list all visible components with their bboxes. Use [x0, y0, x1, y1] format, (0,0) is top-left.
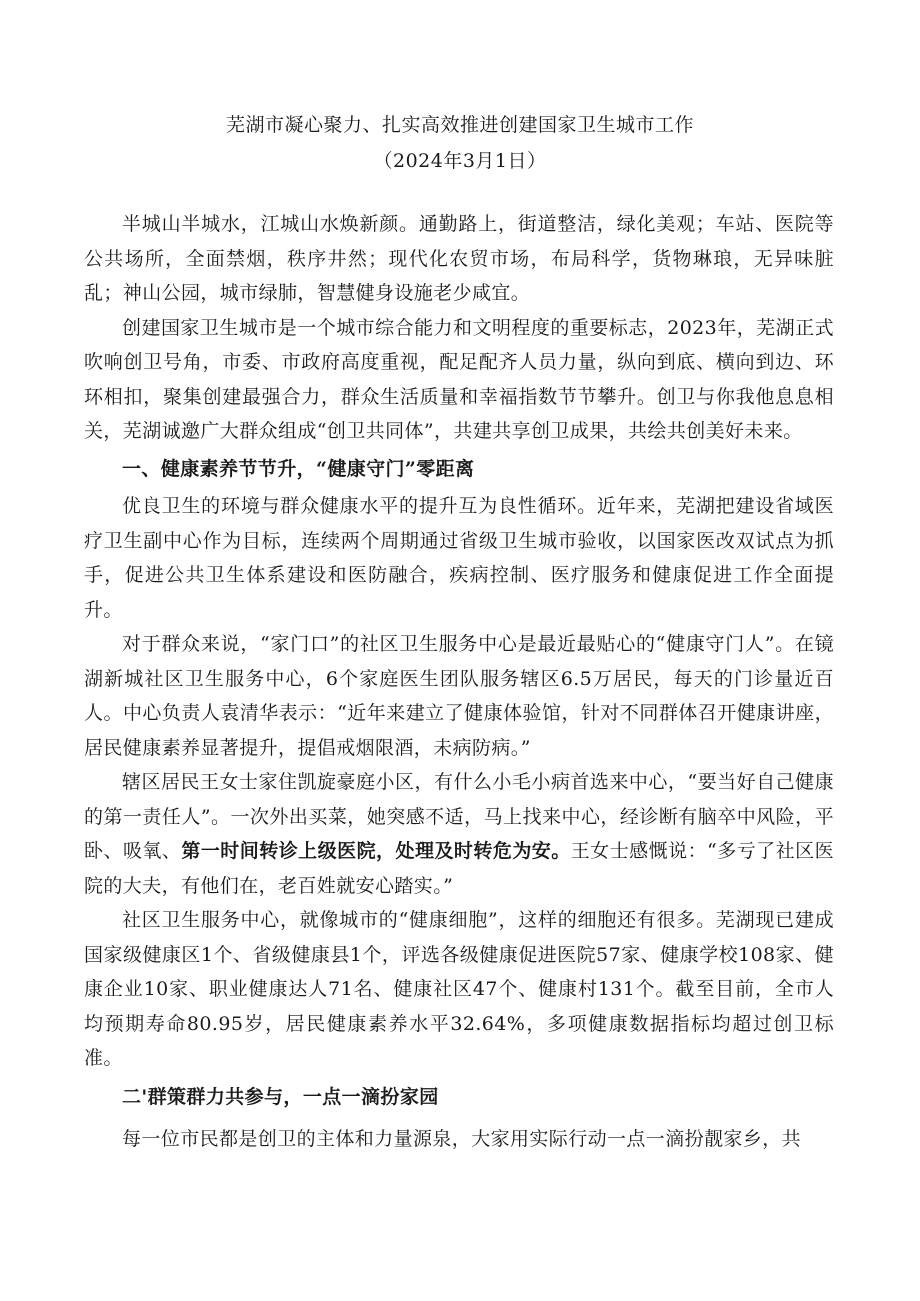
paragraph: 每一位市民都是创卫的主体和力量源泉，大家用实际行动一点一滴扮靓家乡，共: [122, 1128, 802, 1150]
document-date: （2024年3月1日）: [373, 150, 547, 172]
paragraph: 创建国家卫生城市是一个城市综合能力和文明程度的重要标志，2023年，芜湖正式吹响创卫号角，市委、市政府高度重视，配足配齐人员力量，纵向到底、横向到边、环环相扣，聚集创建最强合力，群众生活质量和幸福指数节节攀升。创卫与你我他息息相关，芜湖诚邀广大群众组成“创卫共同体”，共建共享创卫成果，共绘共创美好未来。: [84, 316, 834, 442]
paragraph-text: 王女士感慨说：“多亏了社区医院的大夫，有他们在，老百姓就安心踏实。”: [84, 840, 834, 897]
section-heading: 二'群策群力共参与，一点一滴扮家园: [122, 1085, 439, 1108]
paragraph: [84, 765, 834, 903]
paragraph: 优良卫生的环境与群众健康水平的提升互为良性循环。近年来，芜湖把建设省域医疗卫生副中心作为目标，连续两个周期通过省级卫生城市验收，以国家医改双试点为抓手，促进公共卫生体系建设和医防融合，疾病控制、医疗服务和健康促进工作全面提升。: [84, 495, 834, 621]
emphasized-text: 第一时间转诊上级医院，处理及时转危为安。: [181, 840, 571, 862]
document-body: [84, 207, 834, 1157]
paragraph-text: 辖区居民王女士家住凯旋豪庭小区，有什么小毛小病首选来中心，“要当好自己健康的第一责任人”。一次外出买菜，她突感不适，马上找来中心，经诊断有脑卒中风险，平卧、吸氧、: [84, 771, 834, 862]
paragraph: 社区卫生服务中心，就像城市的“健康细胞”，这样的细胞还有很多。芜湖现已建成国家级健康区1个、省级健康县1个，评选各级健康促进医院57家、健康学校108家、健康企业10家、职业健康达人71名、健康社区47个、健康村131个。截至目前，全市人均预期寿命80.95岁，居民健康素养水平32.64%，多项健康数据指标均超过创卫标准。: [84, 909, 834, 1069]
paragraph: 对于群众来说，“家门口”的社区卫生服务中心是最近最贴心的“健康守门人”。在镜湖新城社区卫生服务中心，6个家庭医生团队服务辖区6.5万居民，每天的门诊量近百人。中心负责人袁清华表示：“近年来建立了健康体验馆，针对不同群体召开健康讲座，居民健康素养显著提升，提倡戒烟限酒，未病防病。”: [84, 633, 834, 759]
paragraph: 半城山半城水，江城山水焕新颜。通勤路上，街道整洁，绿化美观；车站、医院等公共场所，全面禁烟，秩序井然；现代化农贸市场，布局科学，货物琳琅，无异味脏乱；神山公园，城市绿肺，智慧健身设施老少咸宜。: [84, 213, 834, 304]
section-heading: 一、健康素养节节升，“健康守门”零距离: [122, 457, 475, 480]
document-title: 芜湖市凝心聚力、扎实高效推进创建国家卫生城市工作: [225, 114, 694, 136]
